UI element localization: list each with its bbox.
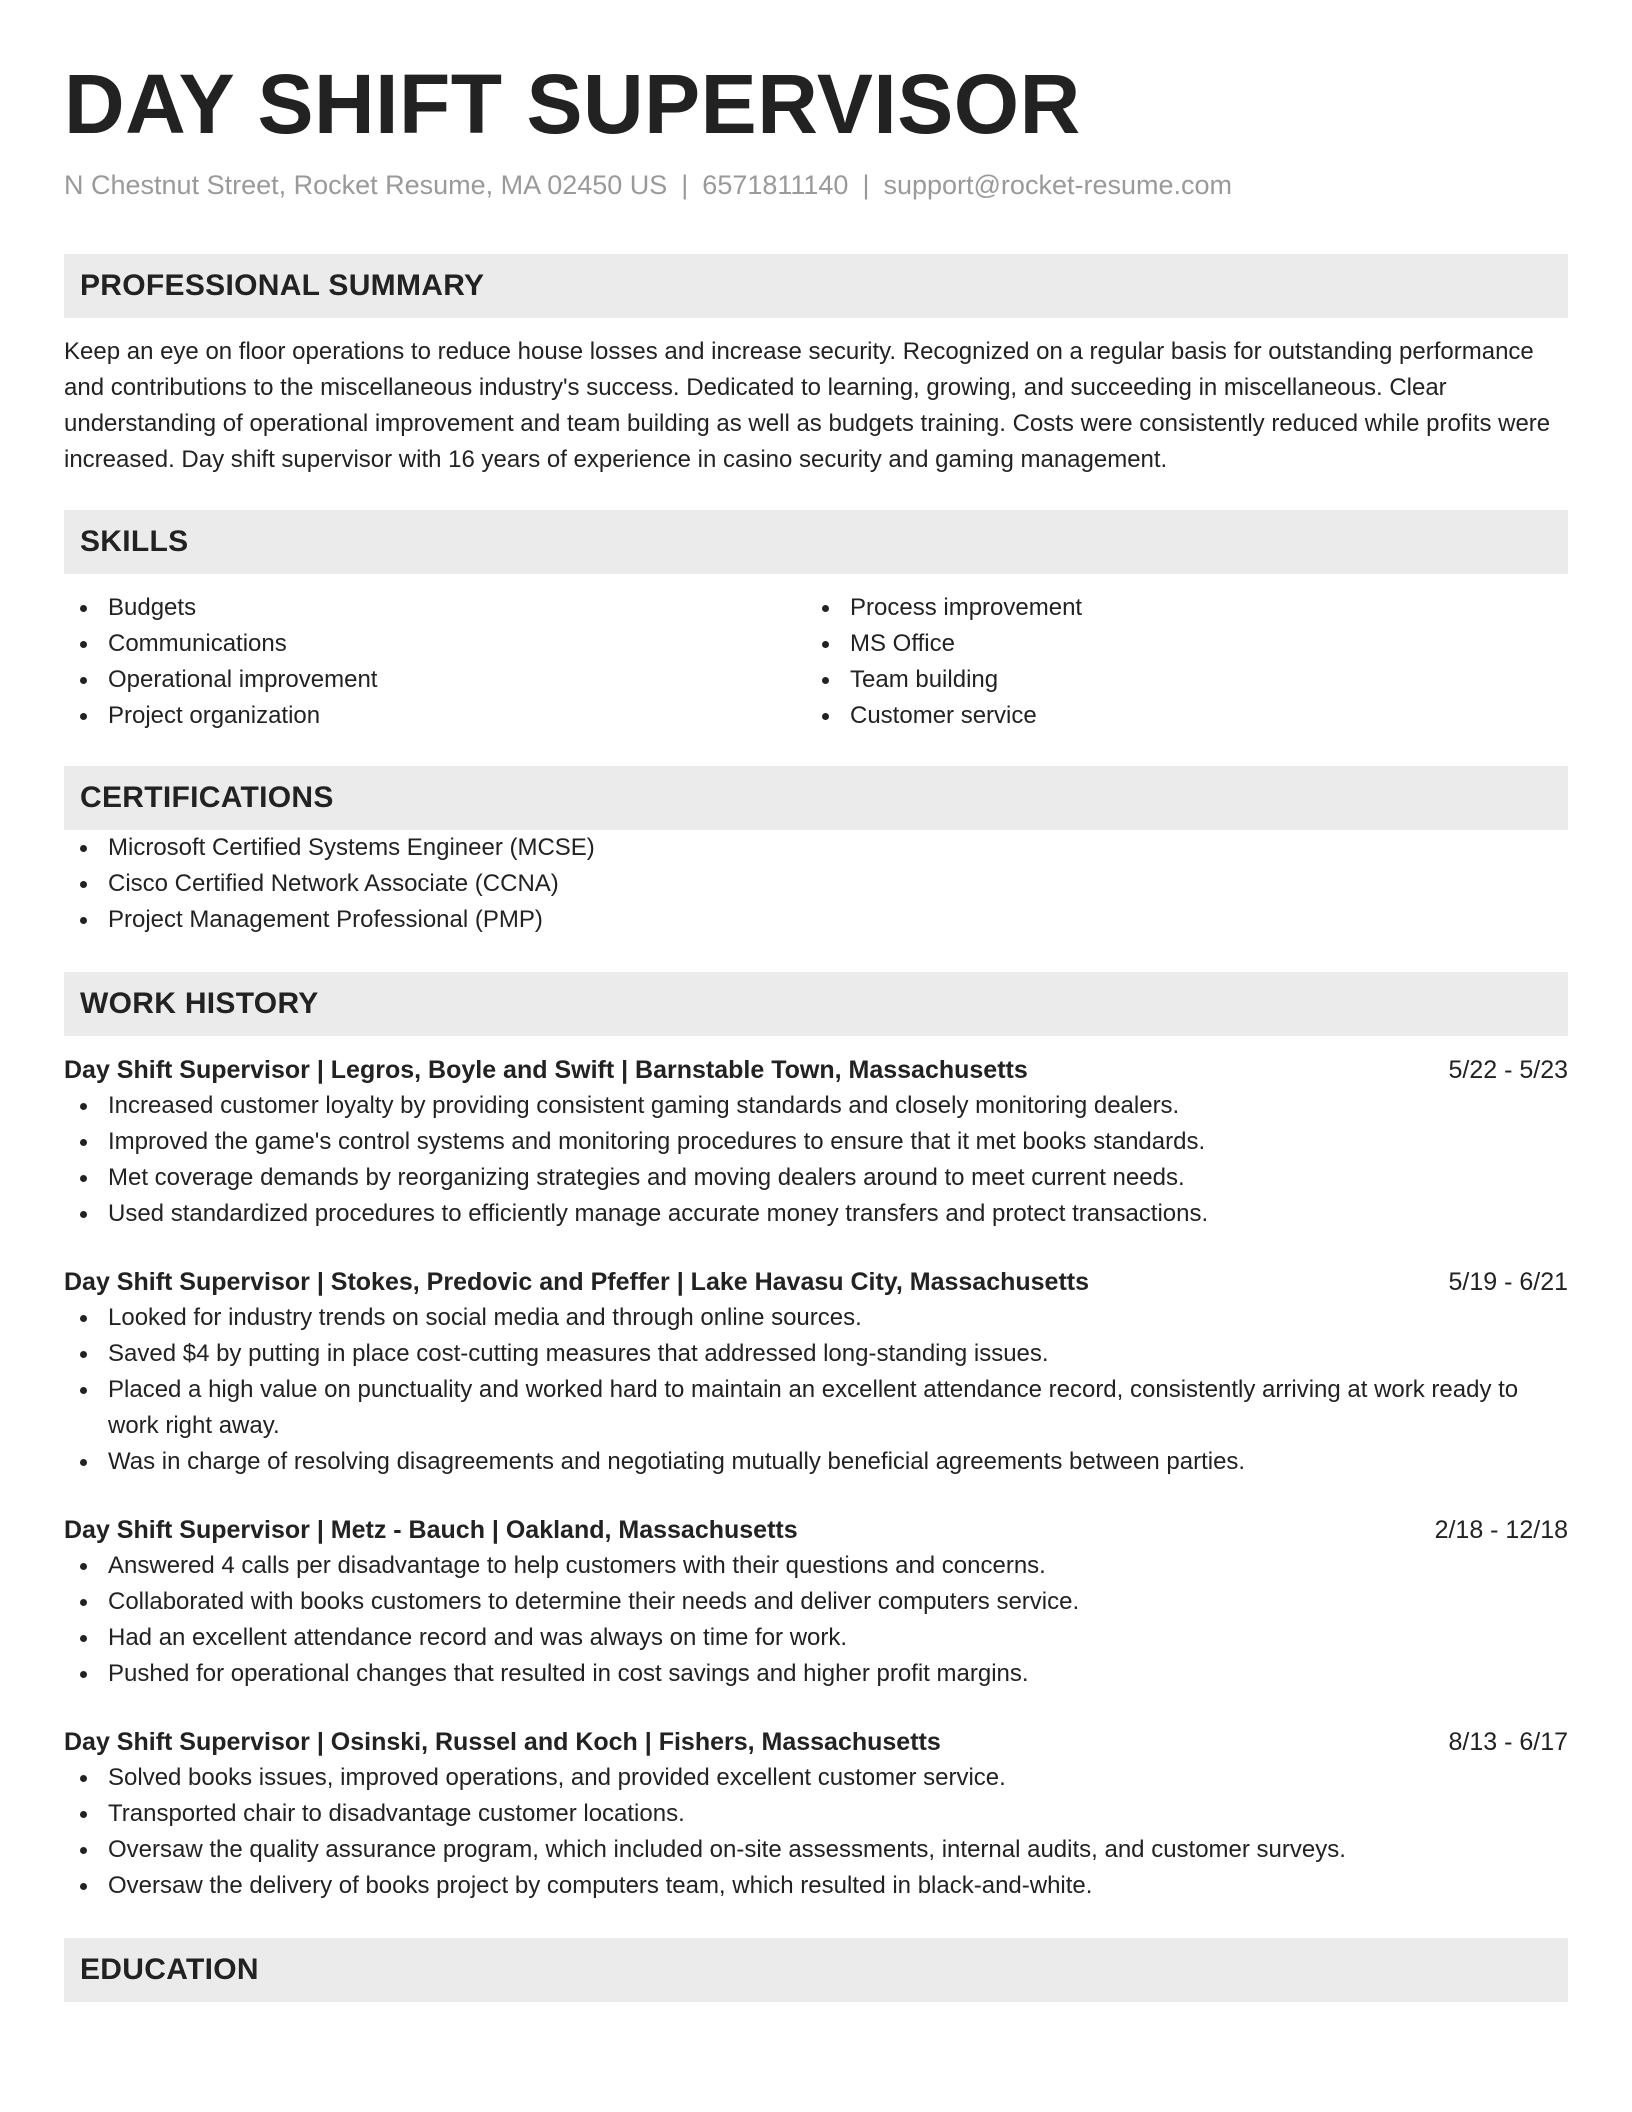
contact-separator: | <box>681 170 689 200</box>
job-bullet: Looked for industry trends on social media and through online sources. <box>64 1300 1568 1336</box>
job-bullets <box>64 1300 1568 1480</box>
certification-item: Project Management Professional (PMP) <box>64 902 1568 938</box>
job-bullet: Increased customer loyalty by providing consistent gaming standards and closely monitoring dealers. <box>64 1088 1568 1124</box>
job-bullet: Improved the game's control systems and monitoring procedures to ensure that it met books standards. <box>64 1124 1568 1160</box>
job-bullet: Collaborated with books customers to determine their needs and deliver computers service. <box>64 1584 1568 1620</box>
job-bullet: Had an excellent attendance record and was always on time for work. <box>64 1620 1568 1656</box>
contact-email: support@rocket-resume.com <box>883 170 1232 200</box>
certifications-heading: CERTIFICATIONS <box>64 766 1568 830</box>
summary-text: Keep an eye on floor operations to reduce house losses and increase security. Recognized on a regular basis for outstanding performance and contributions to the miscellaneous industry's success. Dedicated to learning, growing, and succeeding in miscellaneous. Clear understanding of operational improvement and team building as well as budgets training. Costs were consistently reduced while profits were increased. Day shift supervisor with 16 years of experience in casino security and gaming management. <box>64 338 1551 473</box>
contact-address: N Chestnut Street, Rocket Resume, MA 02450 US <box>64 170 668 200</box>
skill-item: Budgets <box>64 590 806 626</box>
job-dates: 5/19 - 6/21 <box>1448 1268 1568 1296</box>
skill-item: Project organization <box>64 698 806 734</box>
certification-item: Cisco Certified Network Associate (CCNA) <box>64 866 1568 902</box>
job-title: Day Shift Supervisor | Stokes, Predovic and Pfeffer | Lake Havasu City, Massachusetts <box>64 1268 1089 1296</box>
work-history-heading: WORK HISTORY <box>64 972 1568 1036</box>
job-title: Day Shift Supervisor | Osinski, Russel and Koch | Fishers, Massachusetts <box>64 1728 941 1756</box>
job-bullet: Transported chair to disadvantage customer locations. <box>64 1796 1568 1832</box>
job-dates: 8/13 - 6/17 <box>1448 1728 1568 1756</box>
certification-item: Microsoft Certified Systems Engineer (MCSE) <box>64 830 1568 866</box>
certifications-list <box>64 830 1568 938</box>
summary-heading: PROFESSIONAL SUMMARY <box>64 254 1568 318</box>
contact-phone: 6571811140 <box>702 170 849 200</box>
job-bullet: Oversaw the delivery of books project by computers team, which resulted in black-and-white. <box>64 1868 1568 1904</box>
job-bullet: Solved books issues, improved operations, and provided excellent customer service. <box>64 1760 1568 1796</box>
job-heading-row <box>64 1264 1568 1300</box>
job-entry <box>64 1724 1568 1904</box>
job-bullet: Answered 4 calls per disadvantage to help customers with their questions and concerns. <box>64 1548 1568 1584</box>
job-entry <box>64 1512 1568 1692</box>
job-bullet: Placed a high value on punctuality and worked hard to maintain an excellent attendance record, consistently arriving at work ready to work right away. <box>64 1372 1568 1444</box>
skills-column-left <box>64 590 806 734</box>
skills-grid <box>64 590 1568 734</box>
job-bullet: Met coverage demands by reorganizing strategies and moving dealers around to meet current needs. <box>64 1160 1568 1196</box>
skill-item: MS Office <box>806 626 1548 662</box>
skill-item: Communications <box>64 626 806 662</box>
job-bullets <box>64 1548 1568 1692</box>
resume-name: DAY SHIFT SUPERVISOR <box>64 57 1081 151</box>
job-dates: 5/22 - 5/23 <box>1448 1056 1568 1084</box>
job-heading-row <box>64 1052 1568 1088</box>
job-bullet: Was in charge of resolving disagreements and negotiating mutually beneficial agreements between parties. <box>64 1444 1568 1480</box>
job-heading-row <box>64 1512 1568 1548</box>
skill-item: Operational improvement <box>64 662 806 698</box>
skills-heading: SKILLS <box>64 510 1568 574</box>
job-bullets <box>64 1088 1568 1232</box>
job-bullets <box>64 1760 1568 1904</box>
job-entry <box>64 1264 1568 1480</box>
skill-item: Team building <box>806 662 1548 698</box>
skill-item: Process improvement <box>806 590 1548 626</box>
work-history-section <box>64 972 1568 1904</box>
job-title: Day Shift Supervisor | Legros, Boyle and Swift | Barnstable Town, Massachusetts <box>64 1056 1028 1084</box>
skills-column-right <box>806 590 1548 734</box>
job-title: Day Shift Supervisor | Metz - Bauch | Oakland, Massachusetts <box>64 1516 798 1544</box>
certifications-section <box>64 766 1568 938</box>
contact-line <box>64 168 1568 202</box>
education-heading: EDUCATION <box>64 1938 1568 2002</box>
job-bullet: Oversaw the quality assurance program, which included on-site assessments, internal audits, and customer surveys. <box>64 1832 1568 1868</box>
job-bullet: Pushed for operational changes that resulted in cost savings and higher profit margins. <box>64 1656 1568 1692</box>
job-heading-row <box>64 1724 1568 1760</box>
skill-item: Customer service <box>806 698 1548 734</box>
contact-separator: | <box>862 170 870 200</box>
job-dates: 2/18 - 12/18 <box>1434 1516 1568 1544</box>
education-section <box>64 1938 1568 2002</box>
summary-section <box>64 254 1568 478</box>
skills-section <box>64 510 1568 734</box>
job-bullet: Used standardized procedures to efficiently manage accurate money transfers and protect transactions. <box>64 1196 1568 1232</box>
job-entry <box>64 1052 1568 1232</box>
resume-page <box>64 0 1568 2002</box>
job-bullet: Saved $4 by putting in place cost-cutting measures that addressed long-standing issues. <box>64 1336 1568 1372</box>
